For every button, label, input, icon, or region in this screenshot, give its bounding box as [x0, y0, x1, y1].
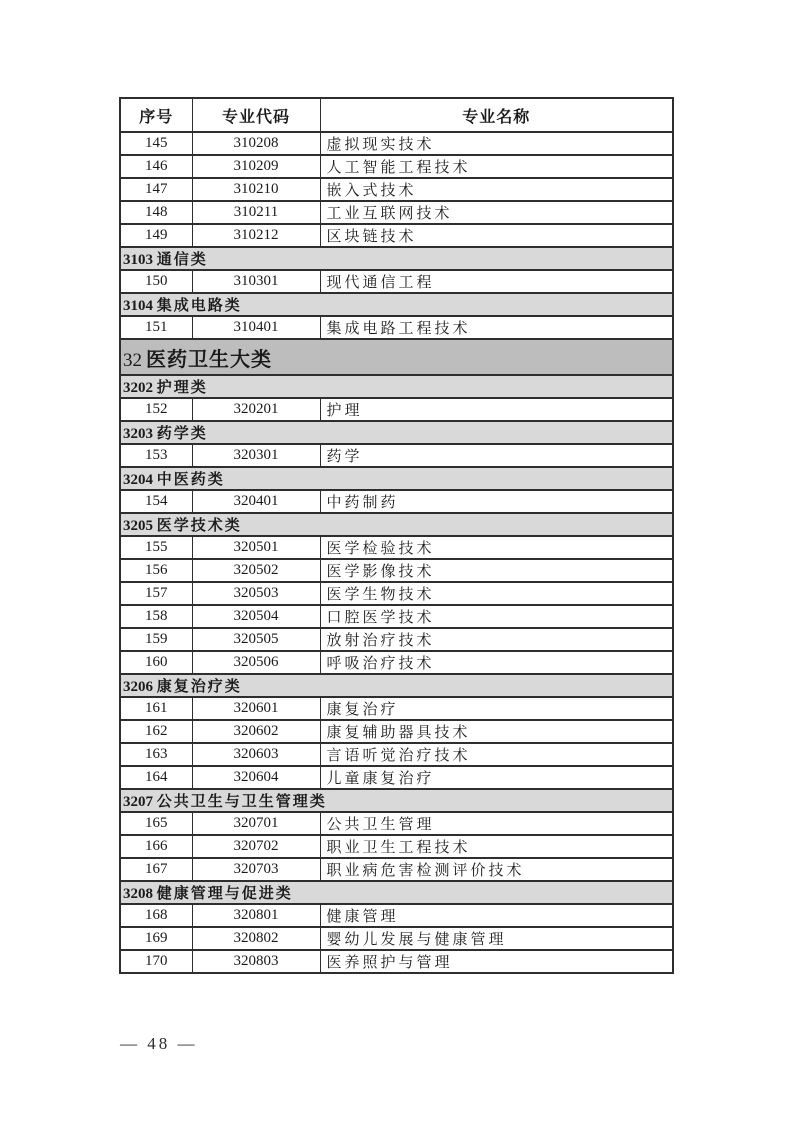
- major-code-cell: 320506: [192, 651, 320, 674]
- major-name-cell: 中药制药: [320, 490, 673, 513]
- major-name-cell: 职业卫生工程技术: [320, 835, 673, 858]
- major-row: [120, 927, 673, 950]
- category-cell: [120, 375, 673, 398]
- serial-cell: 151: [120, 316, 192, 339]
- category-row: [120, 293, 673, 316]
- major-name-cell: 康复辅助器具技术: [320, 720, 673, 743]
- category-cell: [120, 674, 673, 697]
- category-label: 药学类: [156, 426, 208, 442]
- major-row: [120, 628, 673, 651]
- major-name-cell: 现代通信工程: [320, 270, 673, 293]
- major-code-cell: 310211: [192, 201, 320, 224]
- category-code: 32: [123, 349, 142, 371]
- category-label: 护理类: [156, 380, 208, 396]
- major-name-cell: 言语听觉治疗技术: [320, 743, 673, 766]
- major-category-cell: [120, 339, 673, 375]
- major-name-cell: 医学生物技术: [320, 582, 673, 605]
- major-row: [120, 490, 673, 513]
- category-label: 医学技术类: [156, 518, 242, 534]
- column-header-major-code: 专业代码: [192, 98, 320, 132]
- major-name-cell: 工业互联网技术: [320, 201, 673, 224]
- major-name-cell: 职业病危害检测评价技术: [320, 858, 673, 881]
- category-label: 医药卫生大类: [146, 348, 272, 371]
- column-header-major-name: 专业名称: [320, 98, 673, 132]
- major-name-cell: 呼吸治疗技术: [320, 651, 673, 674]
- category-row: [120, 247, 673, 270]
- category-code: 3207: [123, 794, 153, 810]
- major-row: [120, 132, 673, 155]
- major-code-cell: 320401: [192, 490, 320, 513]
- major-row: [120, 950, 673, 973]
- major-row: [120, 201, 673, 224]
- category-cell: [120, 881, 673, 904]
- serial-cell: 153: [120, 444, 192, 467]
- serial-cell: 166: [120, 835, 192, 858]
- serial-cell: 156: [120, 559, 192, 582]
- serial-cell: 145: [120, 132, 192, 155]
- serial-cell: 149: [120, 224, 192, 247]
- major-row: [120, 904, 673, 927]
- major-row: [120, 720, 673, 743]
- major-code-cell: 320503: [192, 582, 320, 605]
- serial-cell: 147: [120, 178, 192, 201]
- major-code-cell: 320802: [192, 927, 320, 950]
- serial-cell: 155: [120, 536, 192, 559]
- major-row: [120, 858, 673, 881]
- serial-cell: 170: [120, 950, 192, 973]
- major-code-cell: 310209: [192, 155, 320, 178]
- majors-table: [119, 97, 674, 974]
- major-name-cell: 公共卫生管理: [320, 812, 673, 835]
- serial-cell: 165: [120, 812, 192, 835]
- major-row: [120, 224, 673, 247]
- major-code-cell: 310208: [192, 132, 320, 155]
- major-row: [120, 766, 673, 789]
- category-row: [120, 375, 673, 398]
- serial-cell: 169: [120, 927, 192, 950]
- category-code: 3204: [123, 472, 153, 488]
- serial-cell: 158: [120, 605, 192, 628]
- category-cell: [120, 247, 673, 270]
- major-row: [120, 835, 673, 858]
- major-row: [120, 270, 673, 293]
- column-header-serial: 序号: [120, 98, 192, 132]
- major-name-cell: 医学检验技术: [320, 536, 673, 559]
- serial-cell: 157: [120, 582, 192, 605]
- serial-cell: 160: [120, 651, 192, 674]
- major-name-cell: 虚拟现实技术: [320, 132, 673, 155]
- table-body: [120, 132, 673, 973]
- category-label: 通信类: [156, 252, 208, 268]
- serial-cell: 148: [120, 201, 192, 224]
- category-cell: [120, 513, 673, 536]
- serial-cell: 161: [120, 697, 192, 720]
- major-code-cell: 320505: [192, 628, 320, 651]
- serial-cell: 154: [120, 490, 192, 513]
- major-name-cell: 集成电路工程技术: [320, 316, 673, 339]
- serial-cell: 168: [120, 904, 192, 927]
- major-name-cell: 人工智能工程技术: [320, 155, 673, 178]
- category-label: 中医药类: [156, 472, 225, 488]
- major-name-cell: 嵌入式技术: [320, 178, 673, 201]
- major-row: [120, 444, 673, 467]
- major-code-cell: 310401: [192, 316, 320, 339]
- major-name-cell: 儿童康复治疗: [320, 766, 673, 789]
- major-code-cell: 310212: [192, 224, 320, 247]
- category-cell: [120, 421, 673, 444]
- major-code-cell: 320504: [192, 605, 320, 628]
- major-name-cell: 口腔医学技术: [320, 605, 673, 628]
- major-code-cell: 320601: [192, 697, 320, 720]
- category-code: 3206: [123, 679, 153, 695]
- serial-cell: 163: [120, 743, 192, 766]
- category-code: 3103: [123, 252, 153, 268]
- category-row: [120, 789, 673, 812]
- major-row: [120, 559, 673, 582]
- category-row: [120, 421, 673, 444]
- major-row: [120, 605, 673, 628]
- major-name-cell: 婴幼儿发展与健康管理: [320, 927, 673, 950]
- major-row: [120, 697, 673, 720]
- serial-cell: 159: [120, 628, 192, 651]
- major-code-cell: 320301: [192, 444, 320, 467]
- major-row: [120, 398, 673, 421]
- serial-cell: 167: [120, 858, 192, 881]
- major-category-row: [120, 339, 673, 375]
- major-row: [120, 582, 673, 605]
- major-name-cell: 医养照护与管理: [320, 950, 673, 973]
- major-code-cell: 320603: [192, 743, 320, 766]
- major-code-cell: 320703: [192, 858, 320, 881]
- category-code: 3202: [123, 380, 153, 396]
- major-name-cell: 放射治疗技术: [320, 628, 673, 651]
- category-code: 3205: [123, 518, 153, 534]
- major-row: [120, 316, 673, 339]
- major-code-cell: 320501: [192, 536, 320, 559]
- major-code-cell: 310301: [192, 270, 320, 293]
- serial-cell: 146: [120, 155, 192, 178]
- major-name-cell: 康复治疗: [320, 697, 673, 720]
- major-row: [120, 812, 673, 835]
- major-code-cell: 320803: [192, 950, 320, 973]
- category-cell: [120, 789, 673, 812]
- category-code: 3203: [123, 426, 153, 442]
- major-code-cell: 320602: [192, 720, 320, 743]
- table-header: [120, 98, 673, 132]
- category-row: [120, 467, 673, 490]
- major-code-cell: 320701: [192, 812, 320, 835]
- category-row: [120, 513, 673, 536]
- major-code-cell: 320801: [192, 904, 320, 927]
- major-row: [120, 743, 673, 766]
- serial-cell: 152: [120, 398, 192, 421]
- major-row: [120, 651, 673, 674]
- category-label: 公共卫生与卫生管理类: [156, 794, 327, 810]
- major-name-cell: 护理: [320, 398, 673, 421]
- major-code-cell: 320502: [192, 559, 320, 582]
- major-row: [120, 536, 673, 559]
- category-cell: [120, 293, 673, 316]
- category-cell: [120, 467, 673, 490]
- major-name-cell: 医学影像技术: [320, 559, 673, 582]
- major-code-cell: 320702: [192, 835, 320, 858]
- major-name-cell: 健康管理: [320, 904, 673, 927]
- major-row: [120, 155, 673, 178]
- page-number: — 48 —: [120, 1034, 198, 1053]
- category-label: 康复治疗类: [156, 679, 242, 695]
- category-code: 3208: [123, 886, 153, 902]
- category-row: [120, 881, 673, 904]
- major-code-cell: 310210: [192, 178, 320, 201]
- category-label: 健康管理与促进类: [156, 886, 293, 902]
- major-name-cell: 药学: [320, 444, 673, 467]
- serial-cell: 164: [120, 766, 192, 789]
- major-row: [120, 178, 673, 201]
- serial-cell: 162: [120, 720, 192, 743]
- major-code-cell: 320604: [192, 766, 320, 789]
- table-header-row: [120, 98, 673, 132]
- major-code-cell: 320201: [192, 398, 320, 421]
- category-code: 3104: [123, 298, 153, 314]
- serial-cell: 150: [120, 270, 192, 293]
- category-row: [120, 674, 673, 697]
- category-label: 集成电路类: [156, 298, 242, 314]
- major-name-cell: 区块链技术: [320, 224, 673, 247]
